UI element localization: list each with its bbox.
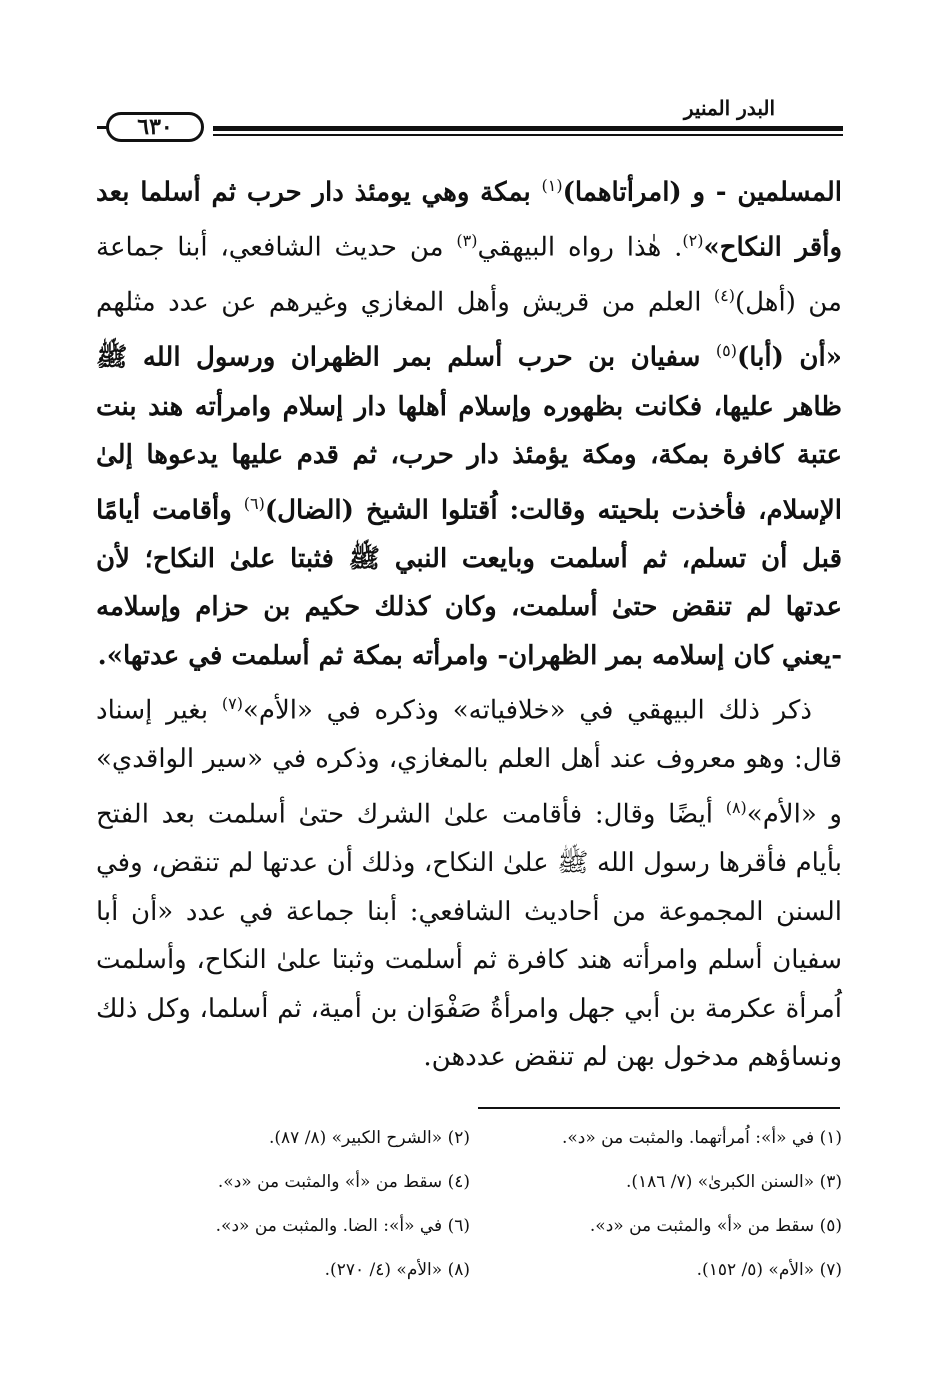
footnote-marker: (٢) (682, 231, 704, 251)
text-run: أيضًا وقال: فأقامت علىٰ الشرك حتىٰ أسلمت بعد الفتح بأيام فأقرها رسول الله ﷺ علىٰ النكاح، وذلك أن عدتها لم تنقض، وفي السنن المجموعة من أحاديث الشافعي: أبنا جماعة في عدد (96, 799, 842, 927)
footnote: (٢) «الشرح الكبير» (٨/ ٨٧). (268, 1128, 470, 1148)
footnote: (٧) «الأم» (٥/ ١٥٢). (696, 1260, 842, 1280)
footnote: (٨) «الأم» (٤/ ٢٧٠). (324, 1260, 470, 1280)
footnote: (٣) «السنن الكبرىٰ» (٧/ ١٨٦). (625, 1172, 842, 1192)
header-rule-thick (213, 126, 843, 131)
footnote-marker: (٧) (221, 694, 243, 714)
footnote: (٤) سقط من «أ» والمثبت من «د». (217, 1172, 470, 1192)
footnote-marker: (٥) (715, 341, 737, 361)
footnote-marker: (٣) (456, 231, 478, 251)
text-run: بغير إسناد قال: وهو معروف عند أهل العلم بالمغازي، وذكره في «سير الواقدي» و «الأم» (96, 695, 842, 830)
text-run: من حديث الشافعي، أبنا جماعة من (أهل) (96, 232, 842, 318)
footnote: (١) في «أ»: اُمرأتهما. والمثبت من «د». (561, 1128, 842, 1148)
quoted-text: بمكة وهي يومئذ دار حرب ثم أسلما بعد وأقر النكاح» (96, 177, 842, 263)
paragraph (96, 680, 842, 1081)
page-number: ٦٣٠ (106, 112, 204, 142)
footnote: (٥) سقط من «أ» والمثبت من «د». (589, 1216, 842, 1236)
paragraph (96, 162, 842, 680)
main-text (96, 162, 842, 1082)
quoted-text: المسلمين - و (امرأتاهما) (562, 177, 843, 208)
text-run: العلم من قريش وأهل المغازي وغيرهم عن عدد مثلهم (96, 287, 714, 318)
footnote-marker: (٦) (243, 493, 265, 513)
text-run: «أن أبا سفيان أسلم وامرأته هند كافرة ثم أسلمت وثبتا علىٰ النكاح، وأسلمت اُمرأة عكرمة بن أبي جهل وامرأةُ صَفْوَان بن أمية، ثم أسلما، وكل ذلك ونساؤهم مدخول بهن لم تنقض عددهن. (96, 896, 842, 1073)
footnote-separator (478, 1107, 840, 1109)
footnotes (96, 1116, 842, 1292)
quoted-text: سفيان بن حرب أسلم بمر الظهران ورسول الله ﷺ ظاهر عليها، فكانت بظهوره وإسلام أهلها دار إسلام وامرأته هند بنت عتبة كافرة بمكة، ومكة يؤمئذ دار حرب، ثم قدم عليها يدعوها إلىٰ الإسلام، فأخذت بلحيته وقالت: اُقتلوا الشيخ (الضال) (96, 343, 843, 526)
text-run: . هٰذا رواه البيهقي (477, 232, 683, 263)
footnote-marker: (٨) (725, 797, 747, 817)
running-header (98, 96, 843, 144)
header-rule-thin (213, 134, 843, 136)
text-run: ذكر ذلك البيهقي في «خلافياته» وذكره في «الأم» (242, 695, 812, 726)
footnote: (٦) في «أ»: الضا. والمثبت من «د». (215, 1216, 470, 1236)
quoted-text: «أن (أبا) (736, 343, 842, 374)
quoted-text: وأقامت أيامًا قبل أن تسلم، ثم أسلمت وبايعت النبي ﷺ فثبتا علىٰ النكاح؛ لأن عدتها لم تنقض حتىٰ أسلمت، وكان كذلك حكيم بن حزام وإسلامه -يعني كان إسلامه بمر الظهران- وامرأته بمكة ثم أسلمت في عدتها». (96, 495, 842, 671)
footnote-marker: (٤) (713, 286, 735, 306)
book-title: البدر المنير (683, 96, 775, 120)
footnote-marker: (١) (541, 176, 563, 195)
